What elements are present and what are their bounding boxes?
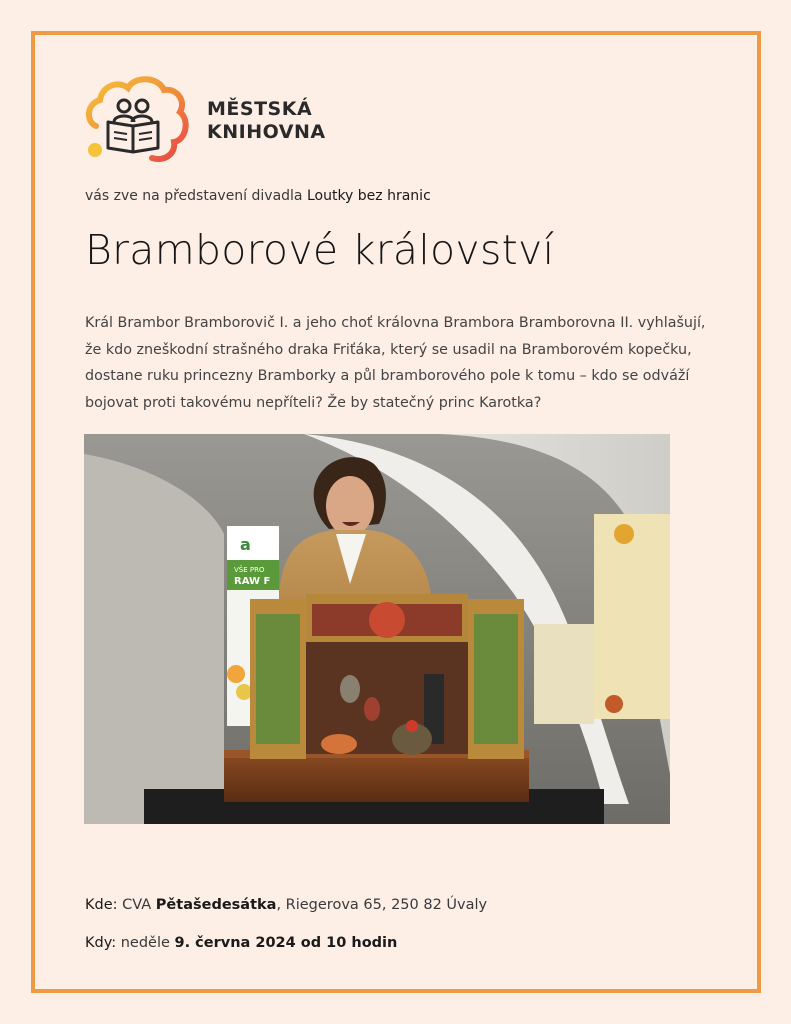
datetime-line [85, 935, 397, 951]
venue-address: , Riegerova 65, 250 82 Úvaly [276, 897, 488, 913]
library-name-line1: MĚSTSKÁ [207, 98, 313, 120]
datetime-date: 9. června 2024 od 10 hodin [174, 935, 398, 951]
venue-line [85, 897, 487, 913]
puppet-show-photo [84, 434, 670, 824]
banner-text-line3: RAW F [234, 576, 271, 587]
theatre-name: Loutky bez hranic [306, 188, 431, 204]
venue-prefix: CVA [122, 897, 152, 913]
library-logo-icon [82, 74, 192, 166]
venue-name: Pětašedesátka [155, 897, 277, 913]
datetime-weekday: neděle [120, 935, 170, 951]
event-description: Král Brambor Bramborovič I. a jeho choť královna Brambora Bramborovna II. vyhlašují, že kdo zneškodní strašného draka Friťáka, který se usadil na Bramborovém kopečku, dostane ruku princezny Bramborky a půl bramborového pole k tomu – kdo se odváží bojovat proti takovému nepříteli? Že by statečný princ Karotka? [85, 315, 706, 411]
venue-label: Kde: [85, 897, 118, 913]
library-name [207, 98, 326, 144]
library-name-line2: KNIHOVNA [207, 121, 326, 143]
event-title: Bramborové království [85, 226, 555, 274]
banner-logo-text: a [240, 535, 251, 554]
invitation-line [85, 188, 431, 204]
invitation-prefix: vás zve na představení divadla [85, 188, 303, 204]
datetime-label: Kdy: [85, 935, 117, 951]
banner-text-line2: VŠE PRO [234, 566, 265, 574]
